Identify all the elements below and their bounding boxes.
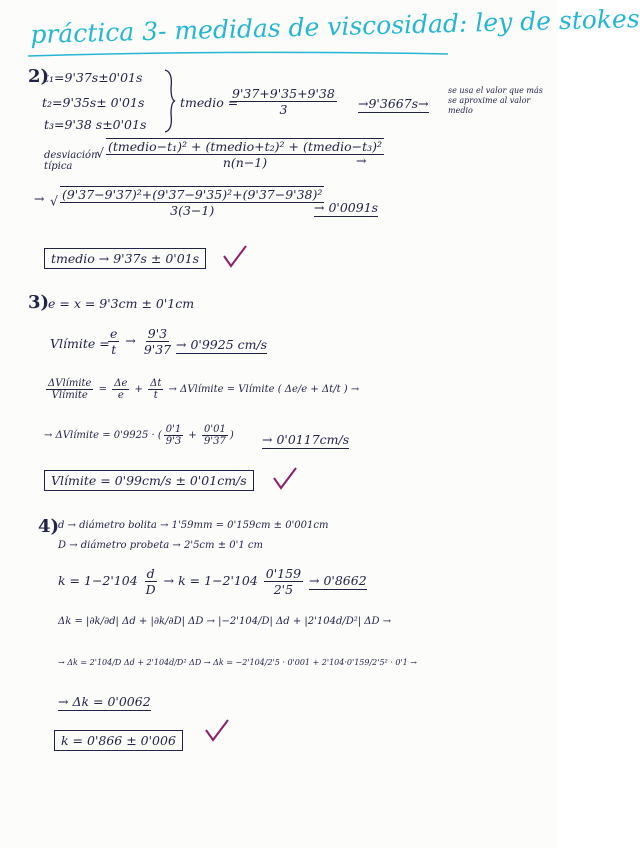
section-4-number: 4) [38,516,60,537]
k-formula [58,566,367,597]
k-f2-num: 0'159 [265,566,302,581]
dv2-result: → 0'0117cm/s [262,432,350,447]
dk-formula: Δk = |∂k/∂d| Δd + |∂k/∂D| ΔD → |−2'104/D| Δd + |2'104d/D²| ΔD → [58,616,392,627]
tmedio-result: →9'3667s→ [358,96,429,111]
dv-den: Vlímite [51,390,88,401]
D-line: D → diámetro probeta → 2'5cm ± 0'1 cm [58,540,263,551]
section-3-number: 3) [28,292,50,313]
dv-num: ΔVlímite [48,378,92,389]
dv2-f2-num: 0'01 [204,424,226,435]
dv-de-den: e [117,390,124,401]
k-mid: → k = 1−2'104 [163,573,258,588]
calc-numerator: (9'37−9'37)²+(9'37−9'35)²+(9'37−9'38)² [61,187,323,202]
vlimite-result: → 0'9925 cm/s [176,337,268,352]
k-result: → 0'8662 [309,573,367,588]
arrow-1: → [356,153,367,168]
dv-tail: → ΔVlímite = Vlímite ( Δe/e + Δt/t ) → [168,384,360,395]
tmedio-final-box: tmedio → 9'37s ± 0'01s [44,248,206,269]
desviacion-numerator: (tmedio−t₁)² + (tmedio+t₂)² + (tmedio−t₃)² [107,139,383,154]
desviacion-denominator: n(n−1) [222,155,268,170]
dv-formula: $\frac{\text{ΔVlímite}}{\text{Vlímite}}$ = $\frac{\Delta e}{e}$ + $\frac{\Delta t}{t}$ → ΔVlímite = Vlímite ( Δe/e + Δt/t ) → [48,378,360,401]
dv2-f1-den: 9'3 [165,436,182,447]
vlimite-final-box: Vlímite = 0'99cm/s ± 0'01cm/s [44,470,254,491]
dv-de-num: Δe [114,378,128,389]
t3-value: t₃=9'38 s±0'01s [44,117,147,132]
note-valor-medio: se usa el valor que más se aproxime al valor medio [448,86,543,115]
tmedio-numerator: 9'37+9'35+9'38 [232,86,335,101]
vlimite-frac1-den: t [111,342,117,357]
desviacion-formula: √ $\frac{\text{(tmedio−t₁)² + (tmedio+t₂)² + (tmedio−t₃)²}}{n(n-1)}$ [96,139,383,170]
k-f1-num: d [146,566,155,581]
dv2-formula: → ΔVlímite = 0'9925 · ( $\frac{0'1}{9'3}$ + $\frac{0'01}{9'37}$ ) [44,424,234,447]
dk2-formula: → Δk = 2'104/D Δd + 2'104d/D² ΔD → Δk = −2'104/2'5 · 0'001 + 2'104·0'159/2'5² · 0'1 → [58,658,417,667]
calc-denominator: 3(3−1) [170,203,215,218]
vlimite-frac1-num: e [110,326,118,341]
dv2-f2-den: 9'37 [204,436,226,447]
dv2-prefix: → ΔVlímite = 0'9925 · [44,430,155,441]
t1-value: t₁=9'37s±0'01s [44,70,143,85]
vlimite-label: Vlímite = [50,336,110,351]
k-f2-den: 2'5 [273,582,294,597]
tmedio-fraction [228,86,339,117]
page-title: práctica 3- medidas de viscosidad: ley de stokes [30,4,640,49]
section-2-number: 2) [28,66,50,87]
tmedio-label: tmedio = [180,95,239,110]
arrow-2: → [34,191,45,206]
t2-value: t₂=9'35s± 0'01s [42,95,145,110]
calc-result: → 0'0091s [314,200,379,215]
k-final-box: k = 0'866 ± 0'006 [54,730,183,751]
dv2-f1-num: 0'1 [165,424,182,435]
check-icon [222,244,248,270]
k-f1-den: D [145,582,156,597]
check-icon [272,466,298,492]
vlimite-frac2-den: 9'37 [143,342,172,357]
dv-dt-den: t [153,390,158,401]
calc-formula: √ $\frac{\text{(9'37−9'37)²+(9'37−9'35)²+(9'37−9'38)²}}{3(3-1)}$ [50,187,323,218]
tmedio-denominator: 3 [279,102,288,117]
title-underline [28,50,448,58]
e-line: e = x = 9'3cm ± 0'1cm [48,296,195,311]
d-line: d → diámetro bolita → 1'59mm = 0'159cm ± 0'001cm [58,520,329,531]
vlimite-formula: $\frac{e}{t}$ → $\frac{9'3}{9'37}$ [110,326,172,357]
dk-result: → Δk = 0'0062 [58,694,151,709]
desviacion-label: desviación típica [44,150,98,172]
check-icon [204,718,230,744]
k-prefix: k = 1−2'104 [58,573,138,588]
brace-icon [163,68,177,134]
dv-dt-num: Δt [150,378,162,389]
vlimite-frac2-num: 9'3 [147,326,168,341]
